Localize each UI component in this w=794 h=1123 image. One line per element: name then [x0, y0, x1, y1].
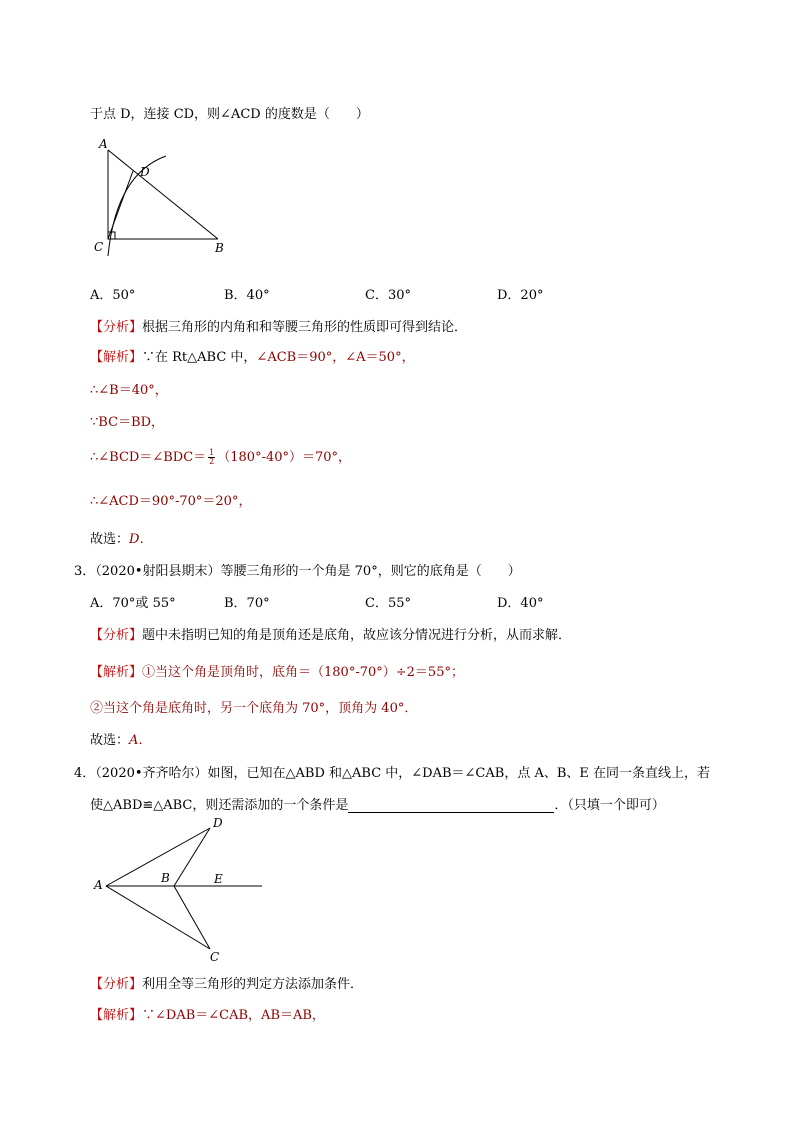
q4-label-e: E — [214, 872, 223, 886]
q2-analysis-text: 根据三角形的内角和和等腰三角形的性质即可得到结论． — [142, 320, 468, 335]
q3-answer — [90, 729, 151, 748]
q2-solution-line1 — [90, 346, 415, 365]
q2-analysis — [90, 316, 467, 335]
q4-analysis-text: 利用全等三角形的判定方法添加条件． — [142, 977, 364, 992]
q2-option-d: D．20° — [497, 288, 544, 303]
q4-stem-line2-pre: 使△ABD≌△ABC，则还需添加的一个条件是 — [90, 798, 349, 813]
q4-solution — [90, 1004, 325, 1023]
q2-option-a: A．50° — [90, 288, 136, 303]
q4-label-b: B — [161, 871, 170, 885]
q3-option-a: A．70°或 55° — [90, 596, 176, 611]
q2-sol-line5: ∴∠ACD＝90°-70°＝20°， — [90, 494, 252, 509]
q4-label-c: C — [210, 950, 220, 964]
q3-option-c: C．55° — [365, 596, 411, 611]
q4-label-a: A — [94, 878, 103, 892]
q2-stem-tail: 于点 D，连接 CD，则∠ACD 的度数是（ ） — [90, 107, 369, 122]
q2-answer-value: D． — [129, 532, 153, 547]
q2-sol-line3: ∵BC＝BD， — [90, 415, 164, 430]
q3-option-b: B．70° — [224, 596, 270, 611]
q4-label-d: D — [213, 816, 223, 830]
q4-solution-tag: 【解析】 — [90, 1008, 143, 1023]
q3-case2: ②当这个角是底角时，另一个底角为 70°，顶角为 40°． — [90, 701, 418, 716]
q3-answer-value: A． — [129, 733, 152, 748]
q4-answer-blank[interactable] — [348, 800, 554, 813]
q2-sol-line4-pre: ∴∠BCD＝∠BDC＝ — [90, 450, 207, 465]
q2-solution-tag: 【解析】 — [90, 350, 143, 365]
q2-sol-line2: ∴∠B＝40°， — [90, 383, 168, 398]
q4-stem-line2-post: ．（只填一个即可） — [554, 798, 665, 813]
q4-stem-line2 — [90, 794, 665, 813]
q3-analysis — [90, 624, 571, 643]
q2-sol-line1-red: ∠ACB＝90°，∠A＝50°， — [256, 350, 415, 365]
q3-option-d: D．40° — [497, 596, 544, 611]
q3-case1: ①当这个角是顶角时，底角＝（180°-70°）÷2＝55°； — [142, 665, 464, 680]
q2-label-d: D — [140, 165, 150, 179]
q2-label-c: C — [94, 240, 104, 254]
q2-label-b: B — [215, 241, 224, 255]
q4-analysis-tag: 【分析】 — [90, 977, 143, 992]
q2-answer-pre: 故选： — [90, 532, 130, 547]
q2-option-b: B．40° — [224, 288, 270, 303]
q2-answer — [90, 528, 152, 547]
q4-analysis — [90, 973, 363, 992]
q4-figure — [90, 816, 270, 964]
q2-sol-line4 — [90, 446, 351, 466]
q2-sol-line4-post: （180°-40°）＝70°， — [217, 450, 352, 465]
q2-fraction-den: 2 — [209, 457, 215, 466]
q3-case2-line — [90, 697, 417, 716]
q2-figure — [88, 134, 238, 256]
q3-stem: 3．（2020•射阳县期末）等腰三角形的一个角是 70°，则它的底角是（ ） — [74, 564, 521, 579]
q3-solution-line1 — [90, 661, 464, 680]
q3-solution-tag: 【解析】 — [90, 665, 143, 680]
q4-solution-text: ∵∠DAB＝∠CAB，AB＝AB， — [142, 1008, 325, 1023]
q2-fraction-num: 1 — [209, 448, 215, 457]
q2-sol-line1-pre: ∵在 Rt△ABC 中， — [142, 350, 257, 365]
q2-label-a: A — [99, 137, 108, 151]
q2-option-c: C．30° — [365, 288, 411, 303]
q3-analysis-tag: 【分析】 — [90, 628, 143, 643]
q4-stem-line1: 4．（2020•齐齐哈尔）如图，已知在△ABD 和△ABC 中，∠DAB＝∠CAB，点 A、B、E 在同一条直线上，若 — [74, 766, 711, 781]
q3-answer-pre: 故选： — [90, 733, 130, 748]
q2-fraction — [208, 449, 215, 466]
q2-analysis-tag: 【分析】 — [90, 320, 143, 335]
q3-analysis-text: 题中未指明已知的角是顶角还是底角，故应该分情况进行分析，从而求解． — [142, 628, 572, 643]
